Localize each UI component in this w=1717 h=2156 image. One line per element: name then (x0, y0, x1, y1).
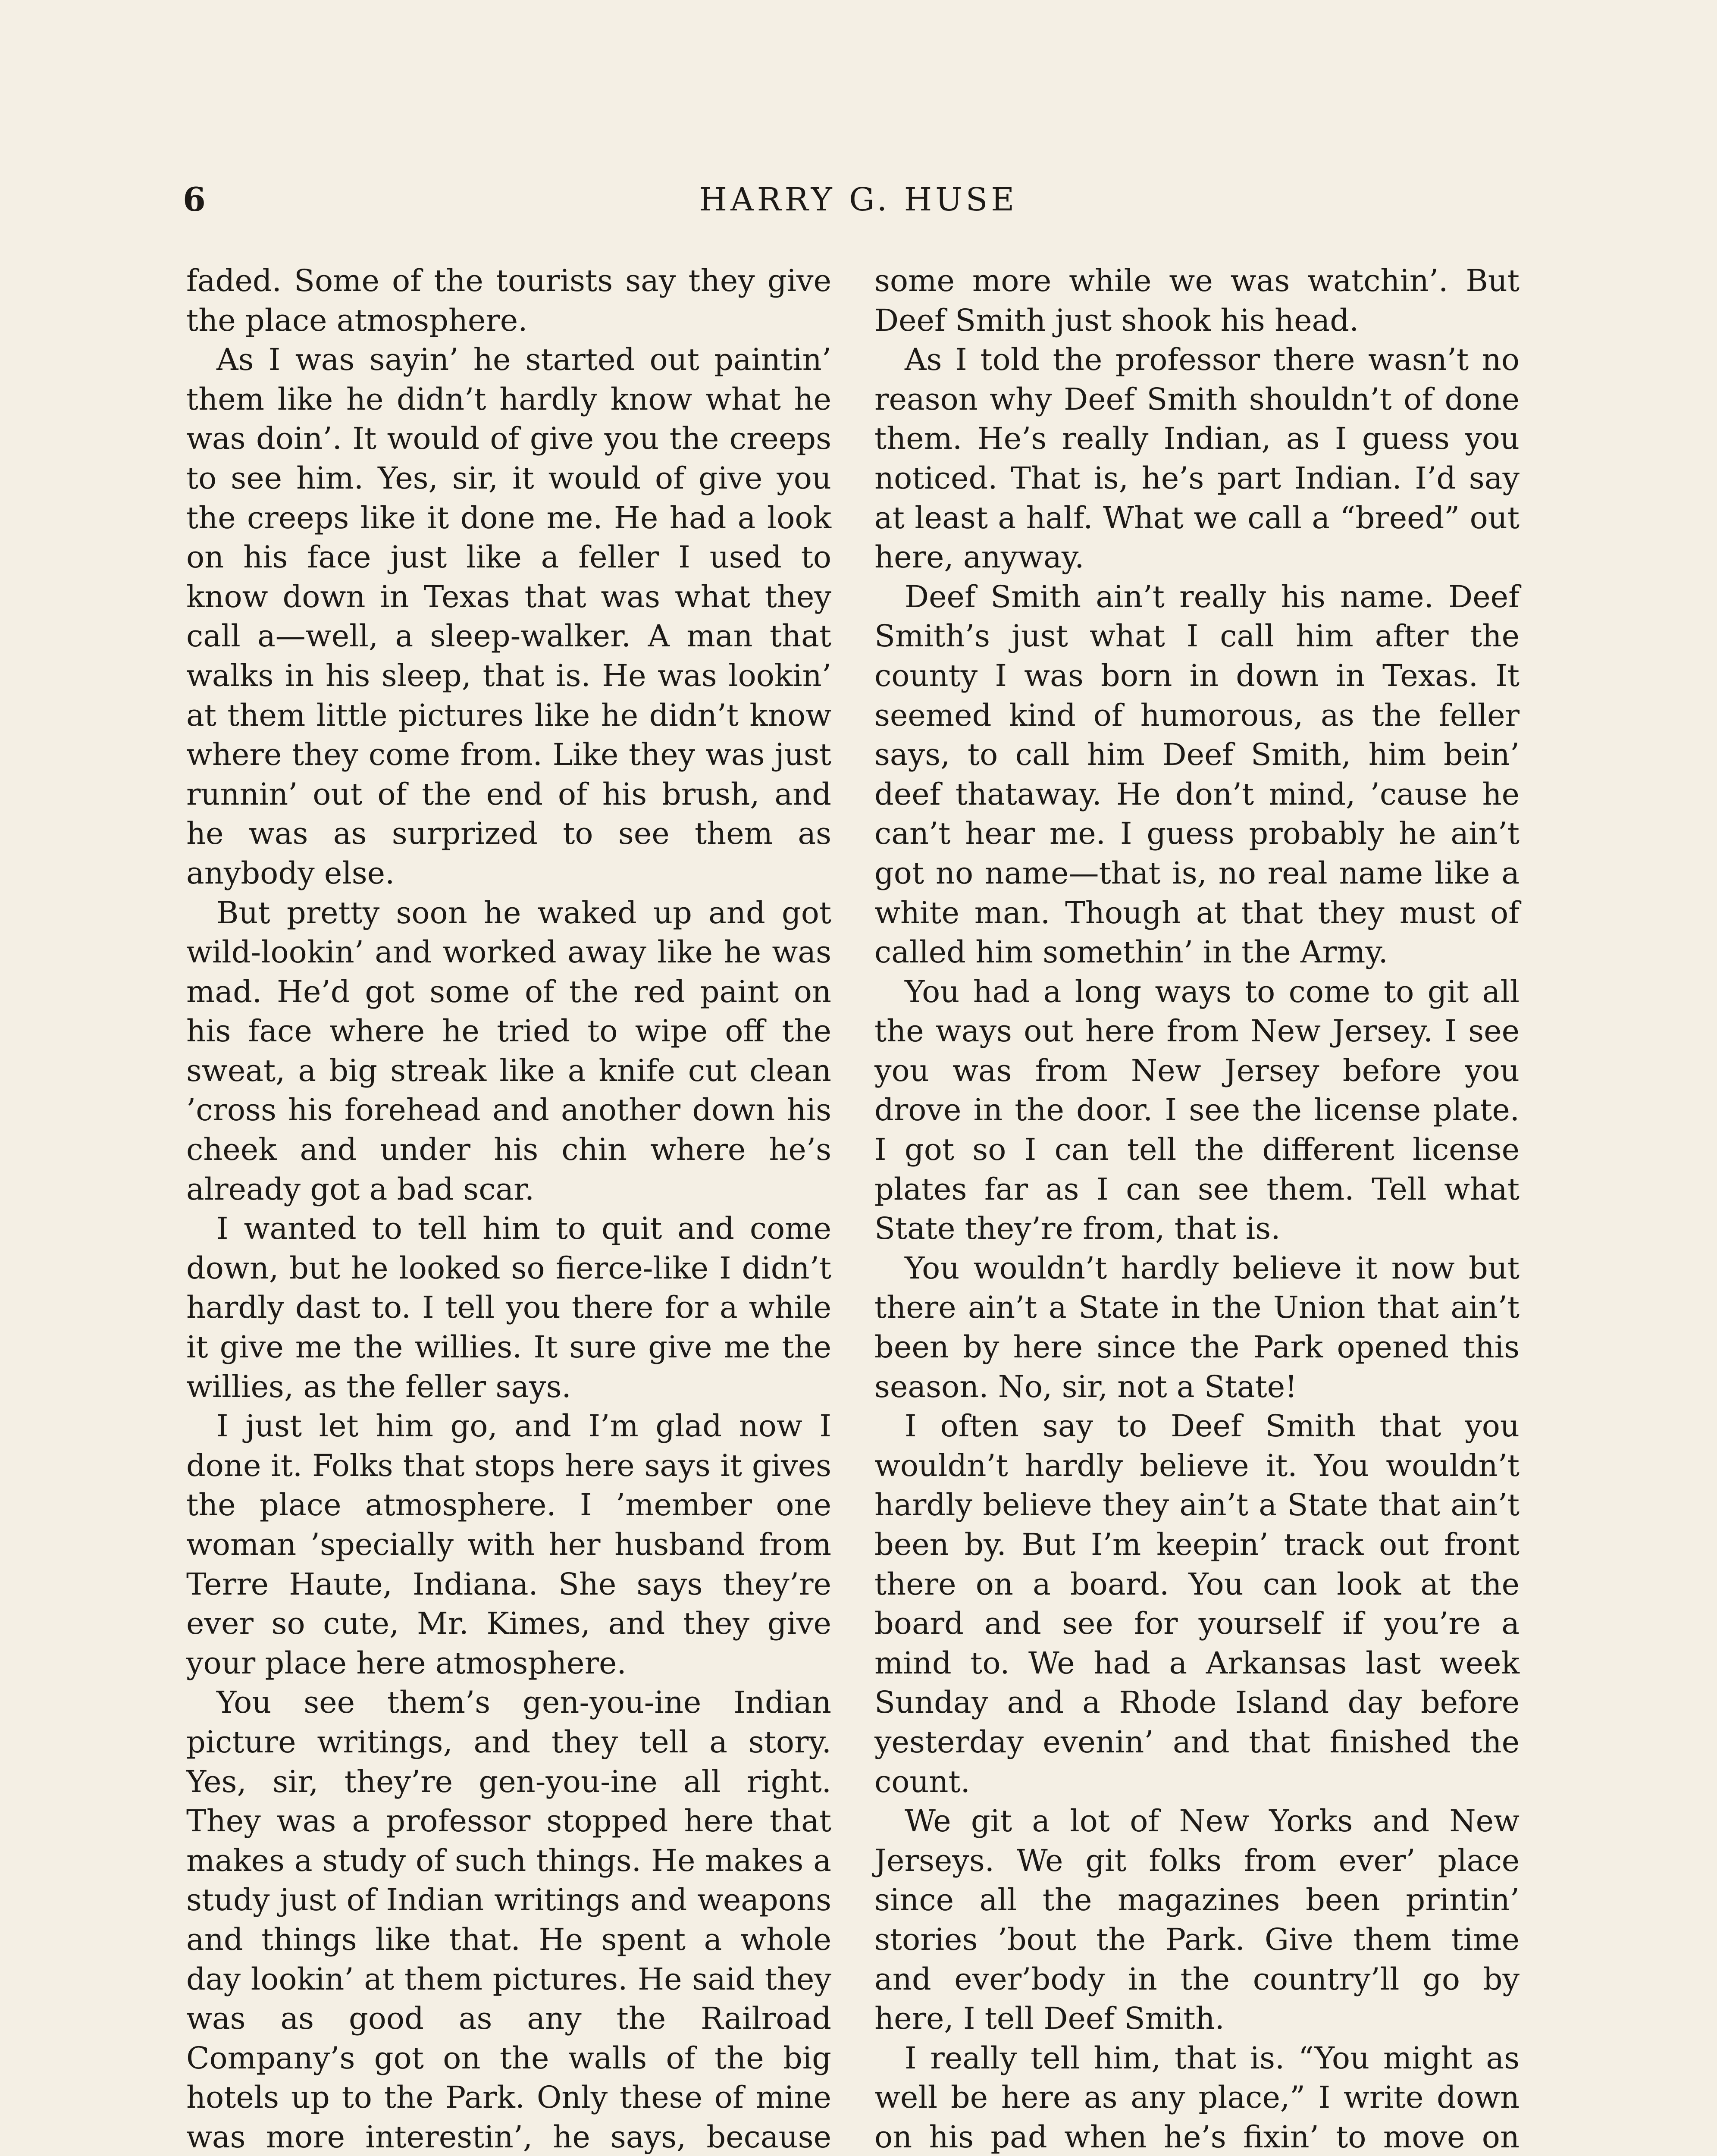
paragraph: We git a lot of New Yorks and New Jerseys. We git folks from ever’ place since all the magazines been printin’ stories ’bout the Park. Give them time and ever’body in the country’ll go by here, I tell Deef Smith. (874, 1803, 1520, 2037)
paragraph: As I was sayin’ he started out paintin’ them like he didn’t hardly know what he was doin’. It would of give you the creeps to see him. Yes, sir, it would of give you the creeps like it done me. He had a look on his face just like a feller I used to know down in Texas that was what they call a—well, a sleep-walker. A man that walks in his sleep, that is. He was lookin’ at them little pictures like he didn’t know where they come from. Like they was just runnin’ out of the end of his brush, and he was as surprized to see them as anybody else. (186, 342, 831, 891)
running-head: HARRY G. HUSE (699, 181, 1018, 218)
paragraph: You had a long ways to come to git all the ways out here from New Jersey. I see you was from New Jersey before you drove in the door. I see the license plate. I got so I can tell the different license plates far as I can see them. Tell what State they’re from, that is. (874, 974, 1520, 1247)
paragraph: I just let him go, and I’m glad now I done it. Folks that stops here says it gives the place atmosphere. I ’member one woman ’specially with her husband from Terre Haute, Indiana. She says they’re ever so cute, Mr. Kimes, and they give your place here atmosphere. (186, 1408, 831, 1681)
paragraph: I wanted to tell him to quit and come down, but he looked so fierce-like I didn’t hardly dast to. I tell you there for a while it give me the willies. It sure give me the willies, as the feller says. (186, 1211, 831, 1404)
paragraph: As I told the professor there wasn’t no reason why Deef Smith shouldn’t of done them. He’s really Indian, as I guess you noticed. That is, he’s part Indian. I’d say at least a half. What we call a “breed” out here, anyway. (874, 342, 1520, 575)
paragraph: some more while we was watchin’. But Deef Smith just shook his head. (874, 263, 1520, 338)
paragraph: You see them’s gen-you-ine Indian picture writings, and they tell a story. Yes, sir, they’re gen-you-ine all right. They was a professor stopped here that makes a study of such things. He makes a study just of Indian writings and weapons and things like that. He spent a whole day lookin’ at them pictures. He said they was as good as any the Railroad Company’s got on the walls of the big hotels up to the Park. Only these of mine was more interestin’, he says, because (186, 1685, 831, 2155)
page-header (178, 176, 1539, 223)
paragraph: But pretty soon he waked up and got wild-lookin’ and worked away like he was mad. He’d got some of the red paint on his face where he tried to wipe off the sweat, a big streak like a knife cut clean ’cross his forehead and another down his cheek and under his chin where he’s already got a bad scar. (186, 895, 831, 1207)
paragraph: I often say to Deef Smith that you wouldn’t hardly believe it. You wouldn’t hardly believe they ain’t a State that ain’t been by. But I’m keepin’ track out front there on a board. You can look at the board and see for yourself if you’re a mind to. We had a Arkansas last week Sunday and a Rhode Island day before yesterday evenin’ and that finished the count. (874, 1408, 1520, 1799)
right-column (874, 261, 1520, 2156)
body-text (181, 261, 1536, 2156)
paragraph: You wouldn’t hardly believe it now but there ain’t a State in the Union that ain’t been by here since the Park opened this season. No, sir, not a State! (874, 1250, 1520, 1404)
paragraph: Deef Smith ain’t really his name. Deef Smith’s just what I call him after the county I was born in down in Texas. It seemed kind of humorous, as the feller says, to call him Deef Smith, him bein’ deef thataway. He don’t mind, ’cause he can’t hear me. I guess probably he ain’t got no name—that is, no real name like a white man. Though at that they must of called him somethin’ in the Army. (874, 579, 1520, 970)
paragraph: I really tell him, that is. “You might as well be here as any place,” I write down on his pad when he’s fixin’ to move on (874, 2040, 1520, 2155)
page-number: 6 (183, 180, 206, 219)
paragraph: faded. Some of the tourists say they give the place atmosphere. (186, 263, 831, 338)
left-column (186, 261, 831, 2156)
